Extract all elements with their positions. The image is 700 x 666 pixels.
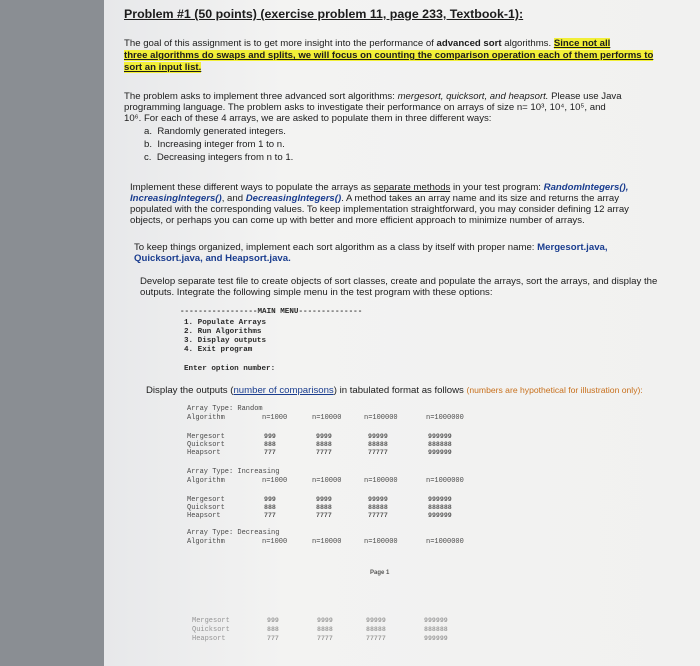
table-row-label: Mergesort xyxy=(187,433,225,441)
implement-text-mid: in your test program: xyxy=(450,182,544,193)
table-cell: 888888 xyxy=(428,504,452,511)
list-marker: c. xyxy=(144,152,152,163)
table-cell: 777 xyxy=(264,449,276,456)
list-item-text: Increasing integer from 1 to n. xyxy=(157,139,285,150)
menu-item-3: 3. Display outputs xyxy=(184,337,267,345)
table-decreasing-head-algorithm: Algorithm xyxy=(187,538,225,546)
table-increasing-type: Array Type: Increasing xyxy=(187,468,280,476)
table-cell: 777 xyxy=(267,635,279,642)
table-cell: 88888 xyxy=(366,626,386,633)
develop-line-2: outputs. Integrate the following simple menu in the test program with these options: xyxy=(140,287,493,298)
menu-header: -----------------MAIN MENU-------------- xyxy=(180,308,363,316)
table-cell: 888 xyxy=(264,504,276,511)
table-cell: 9999 xyxy=(316,433,332,440)
implement-line-1 xyxy=(130,182,628,193)
table-cell: 777 xyxy=(264,512,276,519)
table-decreasing-head-4: n=1000000 xyxy=(426,538,464,546)
develop-line-1: Develop separate test file to create objects of sort classes, create and populate the arrays, sort the arrays, and display the xyxy=(140,276,658,287)
implement-text: , and xyxy=(221,193,246,204)
implement-text: Implement these different ways to populate the arrays as xyxy=(130,182,374,193)
problem-line-1 xyxy=(124,91,622,102)
table-cell: 8888 xyxy=(316,441,332,448)
table-random-type: Array Type: Random xyxy=(187,405,263,413)
display-line xyxy=(146,385,643,396)
table-random-head-1: n=1000 xyxy=(262,414,288,422)
comparisons-link-text: number of comparisons xyxy=(233,385,334,396)
table-cell: 8888 xyxy=(316,504,332,511)
table-cell: 88888 xyxy=(368,504,388,511)
document-page xyxy=(104,0,700,666)
method-increasing: IncreasingIntegers() xyxy=(130,193,222,204)
goal-line-1 xyxy=(124,38,610,49)
table-cell: 7777 xyxy=(317,635,333,642)
table-cell: 999999 xyxy=(428,496,452,503)
implement-line-4: objects, or perhaps you can come up with better and more efficient approach to minimize number of arrays. xyxy=(130,215,585,226)
goal-text-post: algorithms. xyxy=(501,38,554,49)
problem-title: Problem #1 (50 points) (exercise problem 11, page 233, Textbook-1): xyxy=(124,7,524,21)
menu-item-2: 2. Run Algorithms xyxy=(184,328,262,336)
table-cell: 999999 xyxy=(424,617,448,624)
table-increasing-head-2: n=10000 xyxy=(312,477,342,485)
table-increasing-head-algorithm: Algorithm xyxy=(187,477,225,485)
list-marker: b. xyxy=(144,139,153,150)
table-cell: 999 xyxy=(264,433,276,440)
goal-bold: advanced sort xyxy=(436,38,502,49)
table-random-head-3: n=100000 xyxy=(364,414,398,422)
menu-item-1: 1. Populate Arrays xyxy=(184,319,267,327)
table-row-label: Mergesort xyxy=(187,496,225,504)
table-cell: 7777 xyxy=(316,512,332,519)
table-cell: 999 xyxy=(264,496,276,503)
table-cell: 8888 xyxy=(317,626,333,633)
table-cell: 999999 xyxy=(428,433,452,440)
class-name-mergesort: Mergesort.java, xyxy=(537,242,608,253)
table-cell: 77777 xyxy=(368,449,388,456)
list-item-a xyxy=(144,126,286,137)
table-cell: 9999 xyxy=(316,496,332,503)
page-number: Page 1 xyxy=(370,570,390,576)
table-cell: 88888 xyxy=(368,441,388,448)
table-cell: 7777 xyxy=(316,449,332,456)
display-text: Display the outputs ( xyxy=(146,385,234,396)
table-cell: 888888 xyxy=(424,626,448,633)
list-item-text: Randomly generated integers. xyxy=(157,126,286,137)
organize-text: To keep things organized, implement each sort algorithm as a class by itself with proper name: xyxy=(134,242,538,253)
table-cell: 99999 xyxy=(368,433,388,440)
goal-highlight-3: sort an input list. xyxy=(124,62,202,73)
goal-line-2 xyxy=(124,50,653,61)
menu-item-4: 4. Exit program xyxy=(184,346,253,354)
list-item-b xyxy=(144,139,285,150)
menu-prompt: Enter option number: xyxy=(184,365,276,373)
table-cell: 999999 xyxy=(424,635,448,642)
table-cell: 999999 xyxy=(428,449,452,456)
problem-text: The problem asks to implement three advanced sort algorithms: xyxy=(124,91,398,102)
table-decreasing-head-2: n=10000 xyxy=(312,538,342,546)
table-row-label: Mergesort xyxy=(192,617,230,625)
goal-highlight-1: Since not all xyxy=(553,38,611,49)
list-item-text: Decreasing integers from n to 1. xyxy=(156,152,294,163)
table-cell: 999999 xyxy=(428,512,452,519)
list-item-c xyxy=(144,152,293,163)
table-row-label: Quicksort xyxy=(187,441,225,449)
table-cell: 999 xyxy=(267,617,279,624)
problem-line-3: 10⁶. For each of these 4 arrays, we are asked to populate them in three different ways: xyxy=(124,113,492,124)
display-text-mid: ) in tabulated format as follows xyxy=(333,385,467,396)
table-cell: 9999 xyxy=(317,617,333,624)
table-decreasing-head-1: n=1000 xyxy=(262,538,288,546)
organize-line-1 xyxy=(134,242,608,253)
goal-text-pre: The goal of this assignment is to get more insight into the performance of xyxy=(124,38,437,49)
method-random: RandomIntegers(), xyxy=(543,182,629,193)
table-cell: 99999 xyxy=(368,496,388,503)
table-row-label: Heapsort xyxy=(187,512,221,520)
implement-text-tail: . A method takes an array name and its size and returns the array xyxy=(341,193,619,204)
organize-line-2 xyxy=(134,253,291,264)
table-increasing-head-3: n=100000 xyxy=(364,477,398,485)
table-increasing-head-1: n=1000 xyxy=(262,477,288,485)
table-row-label: Heapsort xyxy=(192,635,226,643)
class-names: Quicksort.java, and Heapsort.java. xyxy=(134,253,291,264)
table-cell: 77777 xyxy=(366,635,386,642)
problem-text-tail: Please use Java xyxy=(548,91,622,102)
table-cell: 888 xyxy=(267,626,279,633)
table-decreasing-head-3: n=100000 xyxy=(364,538,398,546)
table-increasing-head-4: n=1000000 xyxy=(426,477,464,485)
table-cell: 77777 xyxy=(368,512,388,519)
table-cell: 888888 xyxy=(428,441,452,448)
goal-highlight-2: three algorithms do swaps and splits, we will focus on counting the comparison operation each of them performs to xyxy=(124,50,654,61)
problem-line-2: programming language. The problem asks to investigate their performance on arrays of size n= 10³, 10⁴, 10⁵, and xyxy=(124,102,606,113)
table-random-head-algorithm: Algorithm xyxy=(187,414,225,422)
method-decreasing: DecreasingIntegers() xyxy=(245,193,342,204)
table-random-head-2: n=10000 xyxy=(312,414,342,422)
implement-line-2 xyxy=(130,193,619,204)
table-row-label: Quicksort xyxy=(187,504,225,512)
algorithm-names: mergesort, quicksort, and heapsort. xyxy=(397,91,549,102)
hypothetical-note: (numbers are hypothetical for illustration only): xyxy=(466,385,643,395)
table-row-label: Quicksort xyxy=(192,626,230,634)
table-decreasing-type: Array Type: Decreasing xyxy=(187,529,280,537)
table-cell: 888 xyxy=(264,441,276,448)
separate-methods-text: separate methods xyxy=(373,182,451,193)
implement-line-3: populated with the corresponding values. To keep implementation straightforward, you may consider defining 12 array xyxy=(130,204,629,215)
table-row-label: Heapsort xyxy=(187,449,221,457)
list-marker: a. xyxy=(144,126,153,137)
table-random-head-4: n=1000000 xyxy=(426,414,464,422)
goal-line-3 xyxy=(124,62,201,73)
table-cell: 99999 xyxy=(366,617,386,624)
